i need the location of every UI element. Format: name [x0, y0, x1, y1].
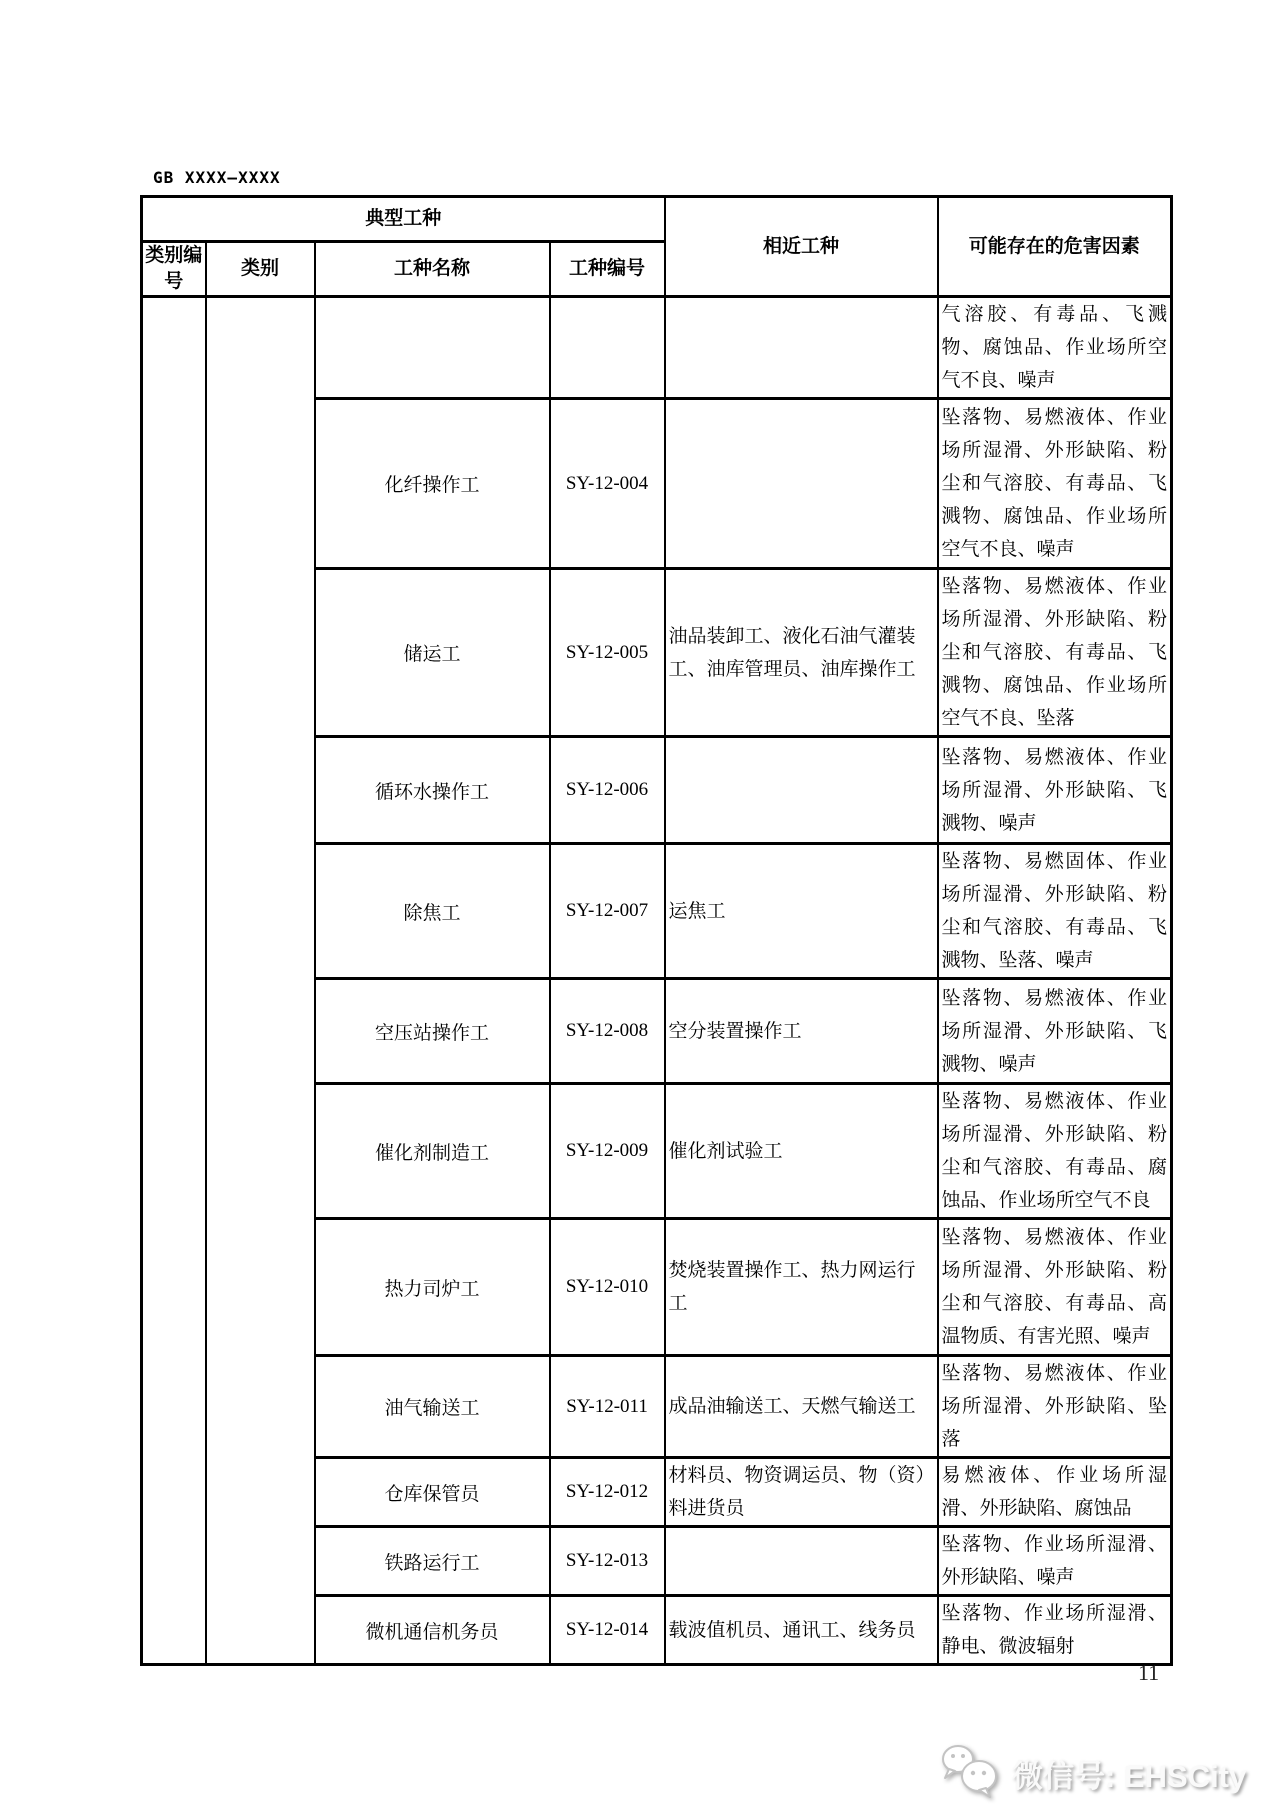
- job-code-cell: SY-12-008: [550, 979, 665, 1084]
- job-name-cell: 油气输送工: [315, 1356, 550, 1458]
- job-code-cell: SY-12-005: [550, 569, 665, 737]
- wechat-icon: [938, 1742, 1004, 1805]
- job-code-cell: SY-12-009: [550, 1084, 665, 1219]
- job-name-cell: 除焦工: [315, 844, 550, 979]
- job-code-cell: SY-12-010: [550, 1219, 665, 1356]
- hazards-cell: 坠落物、作业场所湿滑、外形缺陷、噪声: [938, 1527, 1172, 1596]
- job-code-cell: SY-12-012: [550, 1458, 665, 1527]
- job-name-cell: 仓库保管员: [315, 1458, 550, 1527]
- similar-jobs-cell: [665, 297, 938, 399]
- header-hazards: 可能存在的危害因素: [938, 197, 1172, 297]
- table-body: [142, 297, 1172, 1665]
- wechat-footer: [938, 1742, 1246, 1805]
- similar-jobs-cell: [665, 1527, 938, 1596]
- similar-jobs-cell: 成品油输送工、天燃气输送工: [665, 1356, 938, 1458]
- hazards-cell: 坠落物、易燃液体、作业场所湿滑、外形缺陷、坠落: [938, 1356, 1172, 1458]
- header-row-1: [142, 197, 1172, 242]
- job-name-cell: 循环水操作工: [315, 737, 550, 844]
- hazards-cell: 坠落物、易燃固体、作业场所湿滑、外形缺陷、粉尘和气溶胶、有毒品、飞溅物、坠落、噪声: [938, 844, 1172, 979]
- job-name-cell: 催化剂制造工: [315, 1084, 550, 1219]
- category-span-cell: [206, 297, 315, 1665]
- similar-jobs-cell: 焚烧装置操作工、热力网运行工: [665, 1219, 938, 1356]
- header-category: 类别: [206, 242, 315, 297]
- hazards-cell: 易燃液体、作业场所湿滑、外形缺陷、腐蚀品: [938, 1458, 1172, 1527]
- hazards-cell: 坠落物、易燃液体、作业场所湿滑、外形缺陷、粉尘和气溶胶、有毒品、飞溅物、腐蚀品、作业场所空气不良、噪声: [938, 399, 1172, 569]
- similar-jobs-cell: 载波值机员、通讯工、线务员: [665, 1596, 938, 1665]
- job-name-cell: 化纤操作工: [315, 399, 550, 569]
- job-code-cell: SY-12-014: [550, 1596, 665, 1665]
- similar-jobs-cell: 空分装置操作工: [665, 979, 938, 1084]
- hazards-cell: 坠落物、易燃液体、作业场所湿滑、外形缺陷、粉尘和气溶胶、有毒品、腐蚀品、作业场所空气不良: [938, 1084, 1172, 1219]
- hazards-cell: 坠落物、易燃液体、作业场所湿滑、外形缺陷、粉尘和气溶胶、有毒品、高温物质、有害光照、噪声: [938, 1219, 1172, 1356]
- table-row: [142, 297, 1172, 399]
- job-name-cell: 铁路运行工: [315, 1527, 550, 1596]
- hazards-cell: 气溶胶、有毒品、飞溅物、腐蚀品、作业场所空气不良、噪声: [938, 297, 1172, 399]
- job-code-cell: SY-12-007: [550, 844, 665, 979]
- job-name-cell: 热力司炉工: [315, 1219, 550, 1356]
- job-name-cell: [315, 297, 550, 399]
- job-code-cell: SY-12-004: [550, 399, 665, 569]
- job-code-cell: SY-12-013: [550, 1527, 665, 1596]
- doc-code: GB XXXX—XXXX: [153, 168, 281, 187]
- hazard-table: [140, 195, 1173, 1666]
- job-name-cell: 储运工: [315, 569, 550, 737]
- header-category-no: 类别编号: [142, 242, 206, 297]
- job-code-cell: SY-12-006: [550, 737, 665, 844]
- job-code-cell: SY-12-011: [550, 1356, 665, 1458]
- similar-jobs-cell: 运焦工: [665, 844, 938, 979]
- page-number: 11: [1138, 1660, 1160, 1685]
- hazards-cell: 坠落物、易燃液体、作业场所湿滑、外形缺陷、飞溅物、噪声: [938, 979, 1172, 1084]
- hazards-cell: 坠落物、易燃液体、作业场所湿滑、外形缺陷、飞溅物、噪声: [938, 737, 1172, 844]
- header-typical-jobs: 典型工种: [142, 197, 665, 242]
- hazards-cell: 坠落物、易燃液体、作业场所湿滑、外形缺陷、粉尘和气溶胶、有毒品、飞溅物、腐蚀品、作业场所空气不良、坠落: [938, 569, 1172, 737]
- similar-jobs-cell: 催化剂试验工: [665, 1084, 938, 1219]
- job-name-cell: 微机通信机务员: [315, 1596, 550, 1665]
- header-job-code: 工种编号: [550, 242, 665, 297]
- similar-jobs-cell: [665, 737, 938, 844]
- similar-jobs-cell: 材料员、物资调运员、物（资）料进货员: [665, 1458, 938, 1527]
- job-name-cell: 空压站操作工: [315, 979, 550, 1084]
- header-job-name: 工种名称: [315, 242, 550, 297]
- similar-jobs-cell: [665, 399, 938, 569]
- hazards-cell: 坠落物、作业场所湿滑、静电、微波辐射: [938, 1596, 1172, 1665]
- category-no-span-cell: [142, 297, 206, 1665]
- wechat-label: 微信号: EHSCity: [1012, 1759, 1247, 1794]
- job-code-cell: [550, 297, 665, 399]
- header-similar-jobs: 相近工种: [665, 197, 938, 297]
- similar-jobs-cell: 油品装卸工、液化石油气灌装工、油库管理员、油库操作工: [665, 569, 938, 737]
